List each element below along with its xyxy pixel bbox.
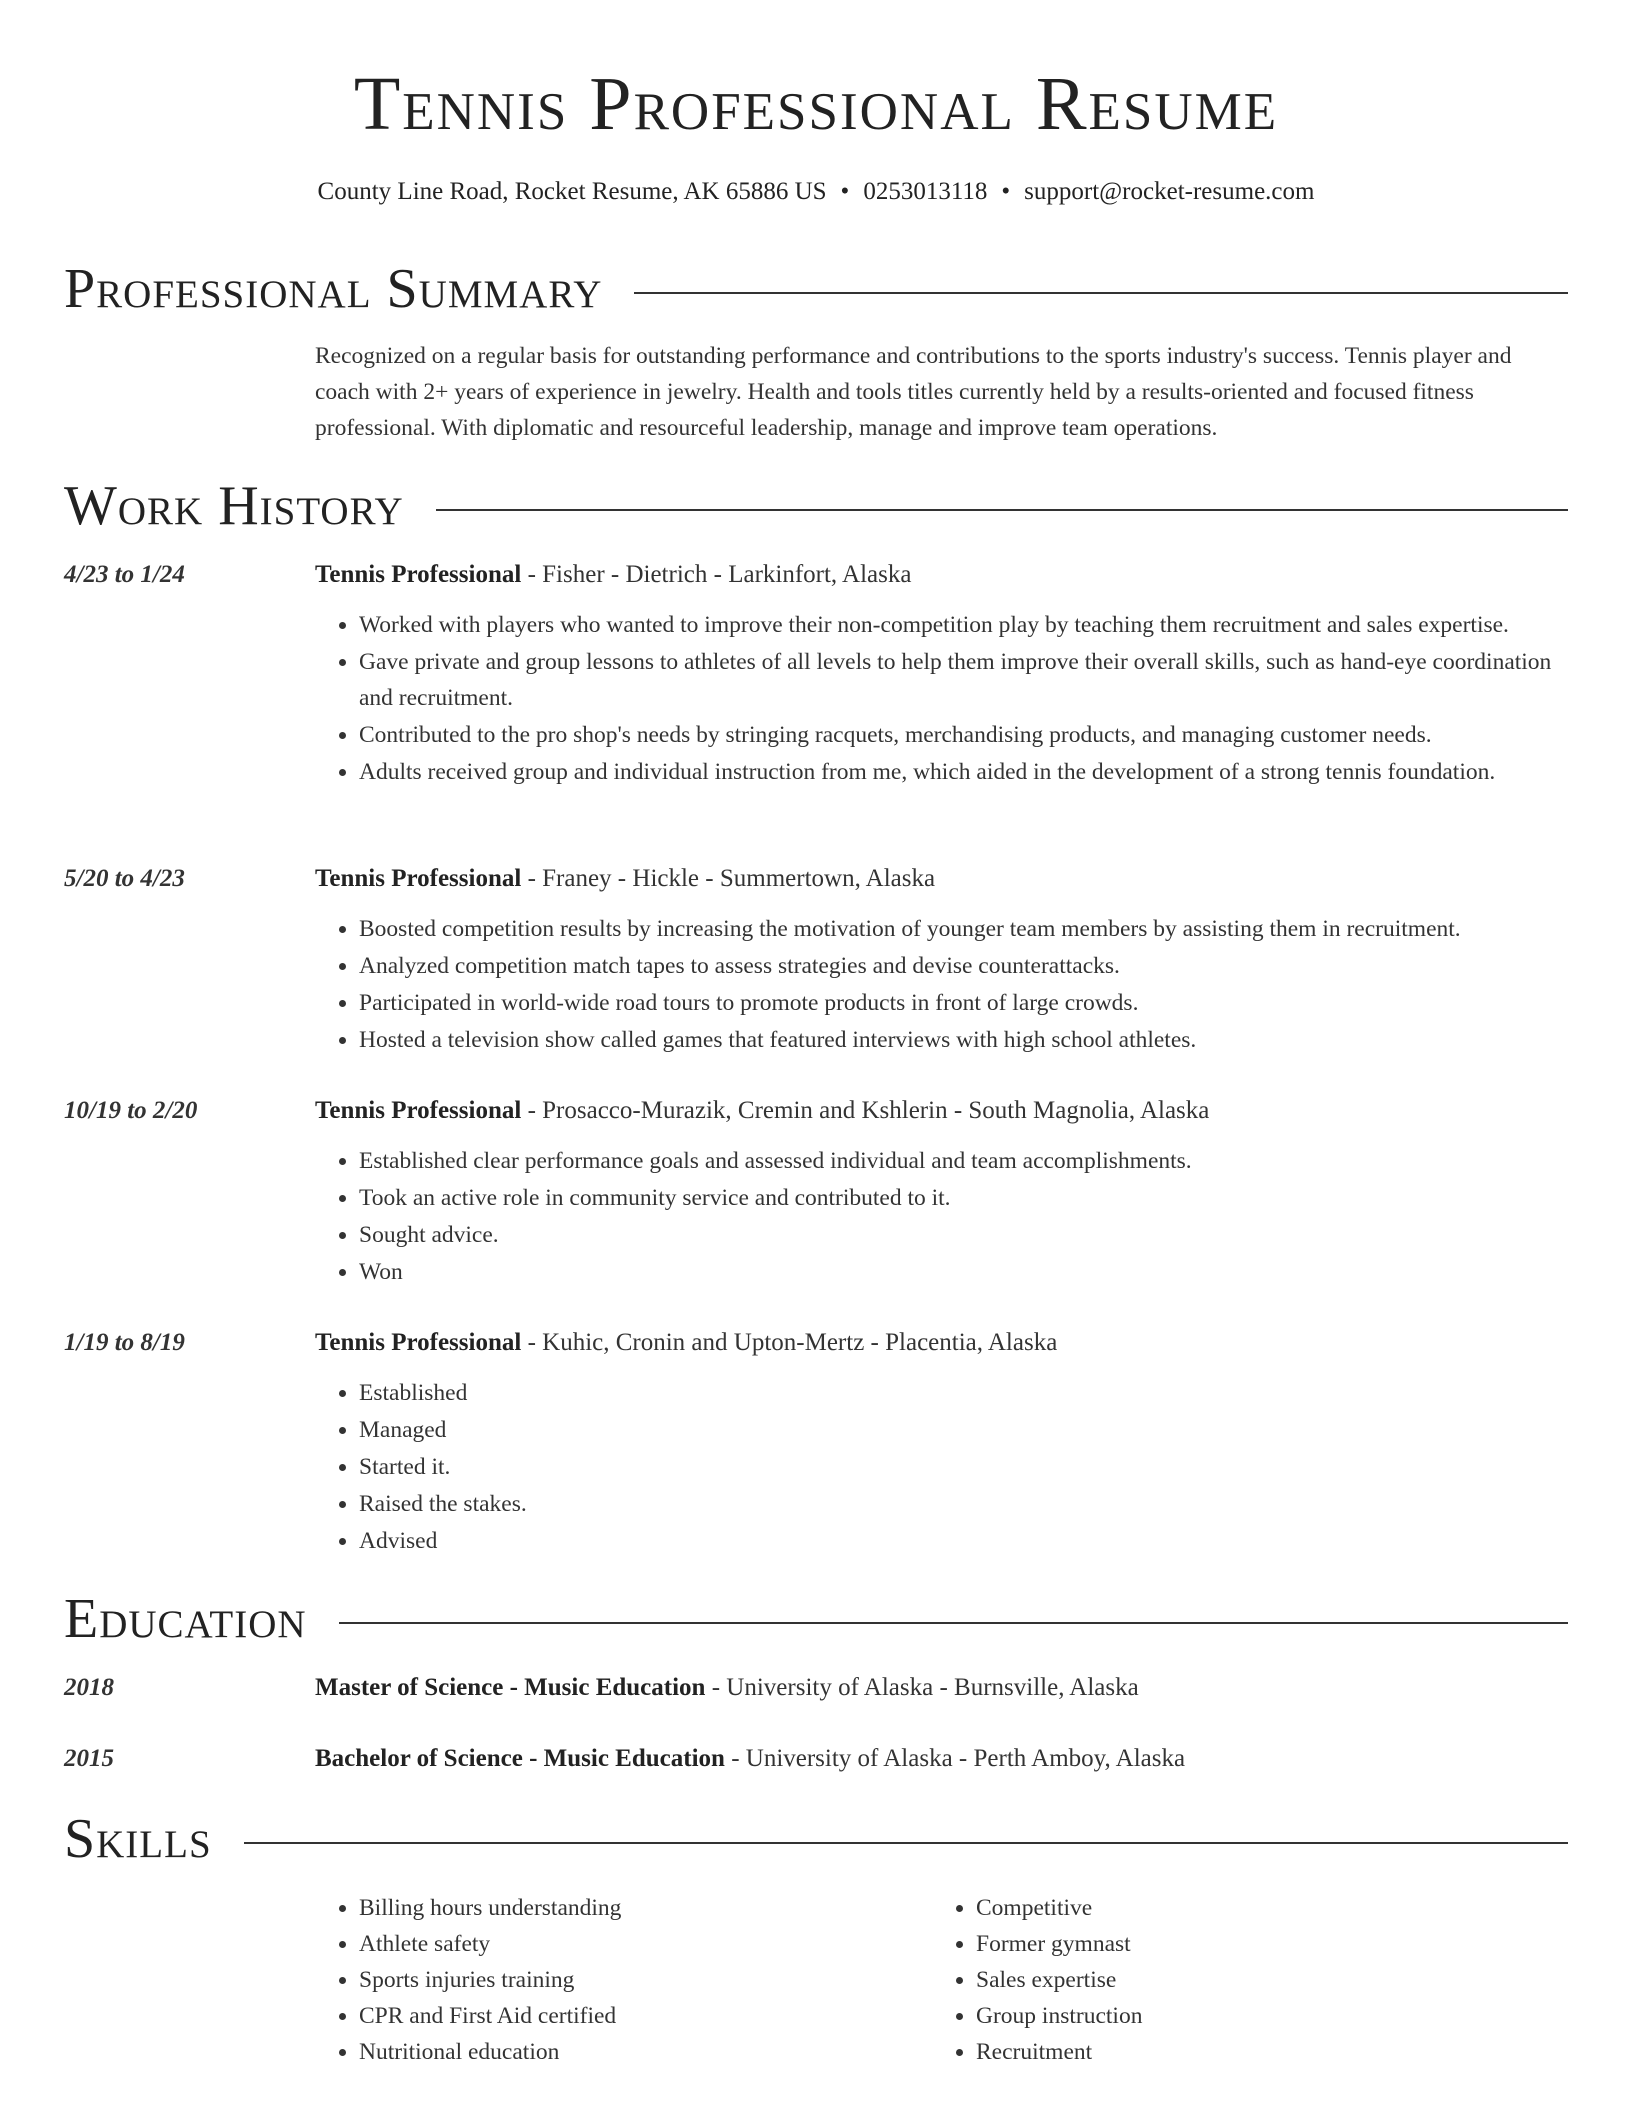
education-year: 2018 [64, 1674, 114, 1701]
contact-separator: • [1001, 178, 1011, 205]
list-item: • Advised [359, 1523, 1580, 1559]
job-title-line [315, 859, 1568, 899]
job-employer: - Prosacco-Murazik, Cremin and Kshlerin - South Magnolia, Alaska [521, 1097, 1210, 1124]
job-title-line [315, 1091, 1568, 1131]
page-title: Tennis Professional Resume [353, 62, 1279, 146]
section-title-skills: Skills [64, 1808, 212, 1870]
list-item: • Nutritional education [359, 2034, 621, 2070]
job-title: Tennis Professional [315, 561, 522, 588]
education-school: - University of Alaska - Burnsville, Alaska [705, 1674, 1139, 1701]
list-item: • Recruitment [976, 2034, 1142, 2070]
list-item: • Participated in world-wide road tours to promote products in front of large crowds. [359, 985, 1580, 1021]
section-title-summary: Professional Summary [64, 258, 603, 320]
list-item: • Won [359, 1254, 1580, 1290]
contact-email: support@rocket-resume.com [1024, 178, 1315, 205]
list-item: • Boosted competition results by increasing the motivation of younger team members by assisting them in recruitment. [359, 911, 1580, 947]
education-degree: Master of Science - Music Education [315, 1674, 706, 1701]
contact-phone: 0253013118 [863, 178, 988, 205]
list-item: • Former gymnast [976, 1926, 1142, 1962]
job-title: Tennis Professional [315, 1329, 522, 1356]
job-employer: - Kuhic, Cronin and Upton-Mertz - Placentia, Alaska [521, 1329, 1058, 1356]
section-header-work-history [64, 470, 1568, 542]
job-employer: - Fisher - Dietrich - Larkinfort, Alaska [521, 561, 912, 588]
job-title-line [315, 1323, 1568, 1363]
list-item: • Billing hours understanding [359, 1890, 621, 1926]
section-header-summary [64, 253, 1568, 325]
job-dates: 10/19 to 2/20 [64, 1097, 198, 1124]
list-item: • Gave private and group lessons to athletes of all levels to help them improve their overall skills, such as hand-eye coordination and recruitment. [359, 644, 1580, 716]
job-title: Tennis Professional [315, 865, 522, 892]
list-item: • Sales expertise [976, 1962, 1142, 1998]
job-title-line [315, 555, 1568, 595]
education-title-line [315, 1668, 1568, 1708]
section-divider [244, 1842, 1568, 1844]
job-bullets [315, 1375, 1580, 1560]
job-dates: 5/20 to 4/23 [64, 865, 185, 892]
job-dates: 1/19 to 8/19 [64, 1329, 185, 1356]
section-title-education: Education [64, 1588, 307, 1650]
section-title-work-history: Work History [64, 475, 404, 537]
section-divider [436, 509, 1568, 511]
list-item: • Worked with players who wanted to improve their non-competition play by teaching them recruitment and sales expertise. [359, 607, 1580, 643]
list-item: • Contributed to the pro shop's needs by stringing racquets, merchandising products, and managing customer needs. [359, 717, 1580, 753]
education-year: 2015 [64, 1745, 114, 1772]
contact-line [0, 172, 1632, 212]
skills-list-right [932, 1890, 1142, 2070]
job-bullets [315, 607, 1580, 791]
list-item: • Took an active role in community service and contributed to it. [359, 1180, 1580, 1216]
section-header-skills [64, 1803, 1568, 1875]
list-item: • Sought advice. [359, 1217, 1580, 1253]
section-divider [634, 292, 1568, 294]
summary-text: Recognized on a regular basis for outstanding performance and contributions to the sports industry's success. Tennis player and coach with 2+ years of experience in jewelry. Health and tools titles currently held by a results-oriented and focused fitness professional. With diplomatic and resourceful leadership, manage and improve team operations. [315, 343, 1512, 441]
list-item: • Adults received group and individual instruction from me, which aided in the development of a strong tennis foundation. [359, 754, 1580, 790]
list-item: • Hosted a television show called games that featured interviews with high school athletes. [359, 1022, 1580, 1058]
education-title-line [315, 1739, 1568, 1779]
list-item: • Managed [359, 1412, 1580, 1448]
list-item: • Established [359, 1375, 1580, 1411]
list-item: • Started it. [359, 1449, 1580, 1485]
job-employer: - Franey - Hickle - Summertown, Alaska [521, 865, 936, 892]
section-header-education [64, 1583, 1568, 1655]
job-title: Tennis Professional [315, 1097, 522, 1124]
education-degree: Bachelor of Science - Music Education [315, 1745, 725, 1772]
contact-address: County Line Road, Rocket Resume, AK 65886 US [317, 178, 827, 205]
contact-separator: • [840, 178, 850, 205]
list-item: • Raised the stakes. [359, 1486, 1580, 1522]
list-item: • Established clear performance goals and assessed individual and team accomplishments. [359, 1143, 1580, 1179]
list-item: • Athlete safety [359, 1926, 621, 1962]
job-dates: 4/23 to 1/24 [64, 561, 185, 588]
list-item: • Analyzed competition match tapes to assess strategies and devise counterattacks. [359, 948, 1580, 984]
list-item: • Sports injuries training [359, 1962, 621, 1998]
list-item: • CPR and First Aid certified [359, 1998, 621, 2034]
job-bullets [315, 911, 1580, 1059]
list-item: • Group instruction [976, 1998, 1142, 2034]
education-school: - University of Alaska - Perth Amboy, Alaska [724, 1745, 1186, 1772]
job-bullets [315, 1143, 1580, 1291]
skills-list-left [315, 1890, 621, 2070]
list-item: • Competitive [976, 1890, 1142, 1926]
section-divider [339, 1622, 1568, 1624]
